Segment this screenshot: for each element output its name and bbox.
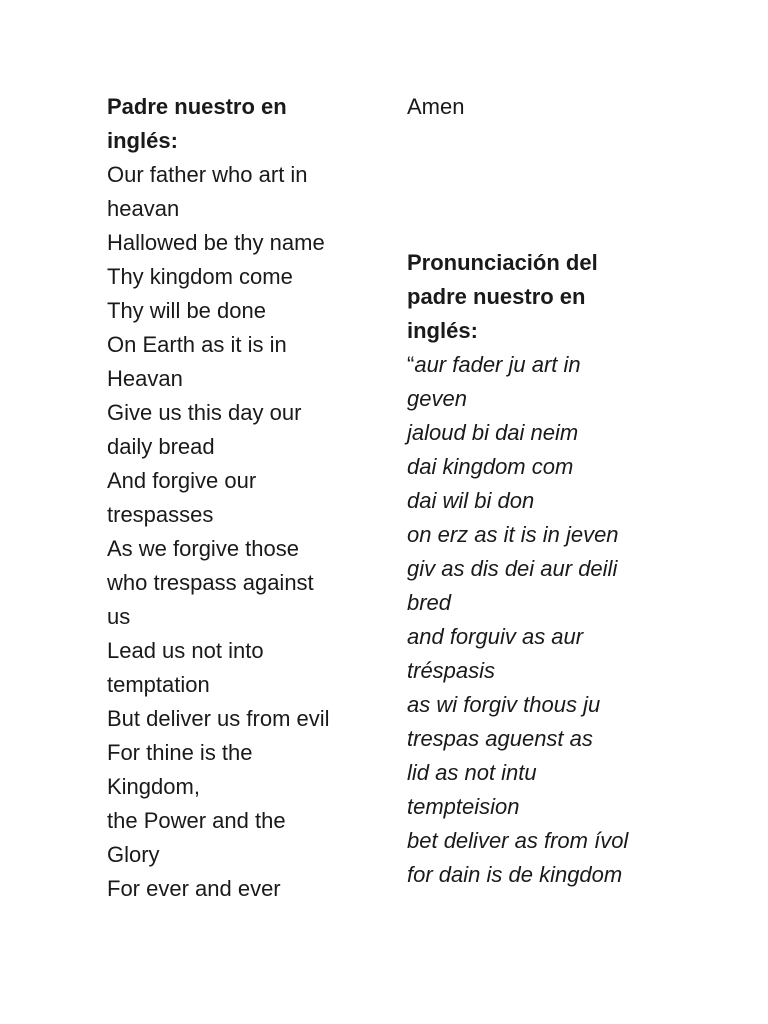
pronunciation-line: tréspasis	[407, 658, 496, 683]
pronunciation-line: as wi forgiv thous ju	[407, 692, 601, 717]
pronunciation-line: bred	[407, 590, 452, 615]
heading-line: Pronunciación del	[407, 250, 598, 275]
pronunciation-heading	[407, 246, 707, 348]
pronunciation-line: trespas aguenst as	[407, 726, 593, 751]
heading-line: Padre nuestro en	[107, 94, 287, 119]
prayer-line: For thine is the	[107, 740, 253, 765]
prayer-line: As we forgive those	[107, 536, 299, 561]
heading-line: inglés:	[107, 128, 178, 153]
prayer-line: On Earth as it is in	[107, 332, 287, 357]
english-prayer-column	[107, 90, 377, 906]
amen-line: Amen	[407, 94, 465, 119]
heading-line: inglés:	[407, 318, 478, 343]
english-prayer-heading	[107, 90, 377, 158]
pronunciation-line: dai kingdom com	[407, 454, 574, 479]
open-quote: “	[407, 352, 415, 377]
english-prayer-text	[107, 158, 377, 906]
prayer-line: Our father who art in	[107, 162, 308, 187]
prayer-line: Give us this day our	[107, 400, 302, 425]
prayer-line: heavan	[107, 196, 180, 221]
heading-line: padre nuestro en	[407, 284, 586, 309]
pronunciation-line: on erz as it is in jeven	[407, 522, 619, 547]
prayer-line: Thy will be done	[107, 298, 266, 323]
prayer-line: the Power and the	[107, 808, 286, 833]
prayer-line: daily bread	[107, 434, 215, 459]
prayer-line: Lead us not into	[107, 638, 264, 663]
pronunciation-line: geven	[407, 386, 467, 411]
prayer-line: trespasses	[107, 502, 214, 527]
prayer-line: Heavan	[107, 366, 183, 391]
prayer-line: And forgive our	[107, 468, 257, 493]
pronunciation-line-text: aur fader ju art in	[414, 352, 581, 377]
prayer-line: But deliver us from evil	[107, 706, 330, 731]
pronunciation-line: for dain is de kingdom	[407, 862, 623, 887]
prayer-line: Thy kingdom come	[107, 264, 293, 289]
prayer-line: For ever and ever	[107, 876, 281, 901]
pronunciation-line	[407, 348, 707, 382]
prayer-line: temptation	[107, 672, 210, 697]
prayer-line: Glory	[107, 842, 160, 867]
pronunciation-line: dai wil bi don	[407, 488, 535, 513]
prayer-line: Hallowed be thy name	[107, 230, 325, 255]
spacer	[407, 124, 707, 246]
prayer-line: us	[107, 604, 131, 629]
prayer-line: Kingdom,	[107, 774, 200, 799]
pronunciation-line: giv as dis dei aur deili	[407, 556, 618, 581]
pronunciation-line: lid as not intu	[407, 760, 537, 785]
pronunciation-line: bet deliver as from ívol	[407, 828, 629, 853]
pronunciation-column	[407, 90, 707, 892]
prayer-line: who trespass against	[107, 570, 314, 595]
pronunciation-text	[407, 348, 707, 892]
pronunciation-line: and forguiv as aur	[407, 624, 584, 649]
pronunciation-line: tempteision	[407, 794, 520, 819]
pronunciation-line: jaloud bi dai neim	[407, 420, 579, 445]
